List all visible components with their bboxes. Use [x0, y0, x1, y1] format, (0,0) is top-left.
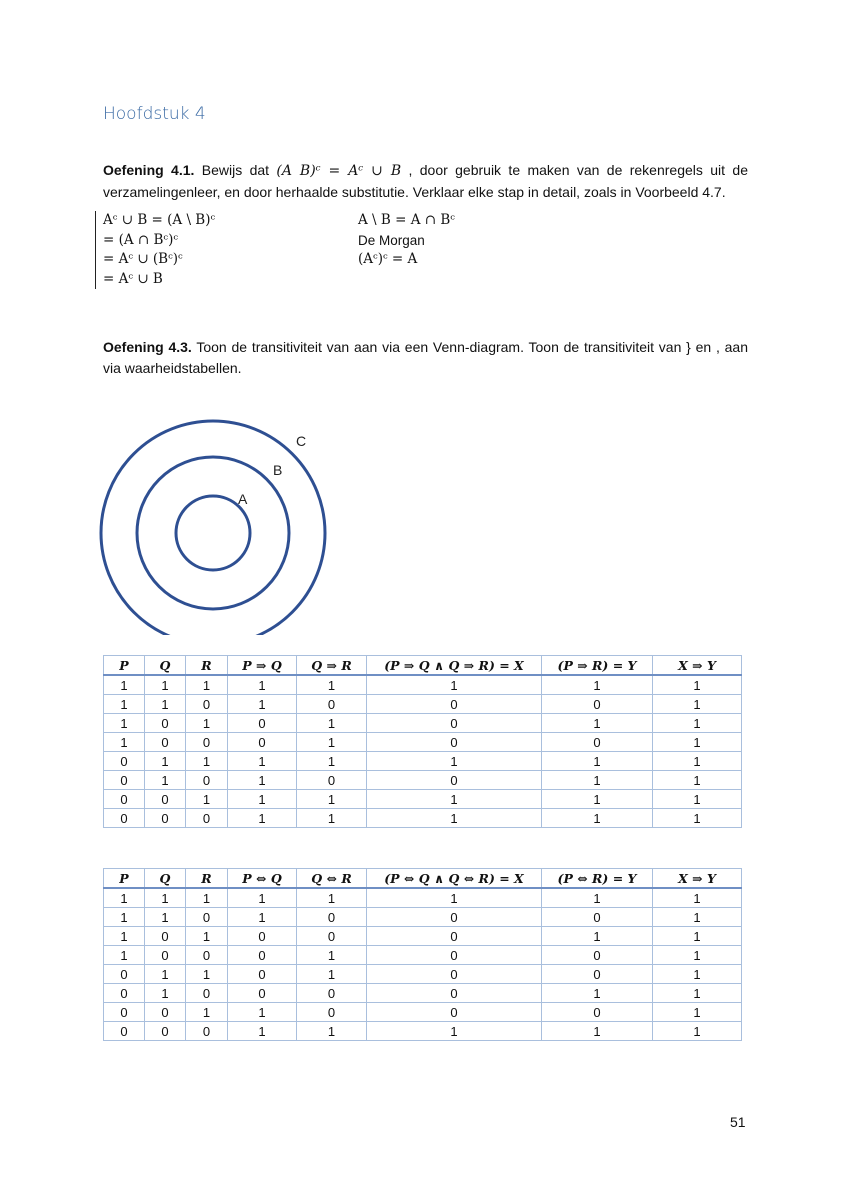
table-cell: 0 [145, 1003, 186, 1022]
table-row [104, 888, 742, 908]
table-cell: 0 [104, 984, 145, 1003]
table-cell: 1 [104, 927, 145, 946]
venn-label-c: C [296, 433, 307, 449]
table-row [104, 946, 742, 965]
column-header: (P ⇔ R) = Y [542, 869, 653, 889]
table-cell: 0 [104, 1022, 145, 1041]
table-cell: 1 [104, 908, 145, 927]
table-row [104, 1003, 742, 1022]
exercise-4-3 [103, 337, 748, 379]
table-cell: 1 [186, 752, 228, 771]
table-cell: 0 [367, 908, 542, 927]
table-cell: 0 [104, 965, 145, 984]
table-cell: 0 [228, 946, 297, 965]
table-cell: 1 [104, 695, 145, 714]
table-cell: 0 [228, 733, 297, 752]
exercise-4-1-formula: (A B)ᶜ = Aᶜ ∪ B [276, 163, 402, 179]
table-cell: 1 [297, 790, 367, 809]
exercise-4-1-text-b: , door gebruik te maken van de rekenregels uit de verzamelingenleer, en door herhaalde substitutie. Verklaar elke stap in detail, zoals in Voorbeeld 4.7. [103, 162, 748, 200]
table-cell: 1 [542, 771, 653, 790]
table-cell: 1 [186, 888, 228, 908]
proof-reason: De Morgan [358, 232, 425, 248]
table-cell: 1 [228, 1022, 297, 1041]
proof-reasons [358, 211, 455, 270]
table-cell: 1 [297, 714, 367, 733]
table-cell: 1 [186, 790, 228, 809]
table-cell: 0 [228, 927, 297, 946]
table-cell: 1 [653, 965, 742, 984]
truth-table-implication [103, 655, 742, 828]
table-cell: 1 [653, 790, 742, 809]
table-cell: 0 [186, 771, 228, 790]
table-row [104, 675, 742, 695]
table-cell: 1 [542, 1022, 653, 1041]
table-cell: 1 [653, 984, 742, 1003]
venn-circle-a [176, 496, 250, 570]
table-cell: 0 [367, 984, 542, 1003]
table-cell: 1 [542, 675, 653, 695]
table-cell: 1 [367, 888, 542, 908]
table-cell: 1 [297, 1022, 367, 1041]
table-cell: 1 [542, 790, 653, 809]
table-cell: 0 [367, 965, 542, 984]
exercise-4-3-label: Oefening 4.3. [103, 339, 192, 355]
venn-label-a: A [238, 491, 248, 507]
table-cell: 1 [653, 908, 742, 927]
table-cell: 1 [297, 675, 367, 695]
table-cell: 0 [104, 809, 145, 828]
table-cell: 0 [297, 1003, 367, 1022]
table-cell: 1 [653, 733, 742, 752]
table-cell: 1 [542, 809, 653, 828]
column-header: P ⇔ Q [228, 869, 297, 889]
table-cell: 1 [367, 809, 542, 828]
column-header: (P ⇒ R) = Y [542, 656, 653, 676]
table-cell: 0 [542, 946, 653, 965]
table-cell: 1 [653, 675, 742, 695]
table-cell: 0 [297, 984, 367, 1003]
table-cell: 1 [104, 888, 145, 908]
exercise-4-3-text: Toon de transitiviteit van aan via een Venn-diagram. Toon de transitiviteit van } en , aan via waarheidstabellen. [103, 339, 748, 376]
table-cell: 0 [186, 695, 228, 714]
table-cell: 0 [542, 733, 653, 752]
table-cell: 1 [297, 965, 367, 984]
table-cell: 1 [653, 714, 742, 733]
venn-label-b: B [273, 462, 283, 478]
table-row [104, 771, 742, 790]
table-cell: 0 [104, 790, 145, 809]
table-cell: 0 [542, 908, 653, 927]
column-header: X ⇒ Y [653, 869, 742, 889]
exercise-4-1 [103, 160, 748, 203]
table-cell: 0 [186, 984, 228, 1003]
table-cell: 1 [145, 695, 186, 714]
table-cell: 1 [186, 714, 228, 733]
table-cell: 1 [653, 946, 742, 965]
proof-steps [95, 211, 215, 289]
table-cell: 0 [145, 714, 186, 733]
proof-step: = Aᶜ ∪ (Bᶜ)ᶜ [103, 251, 183, 267]
truth-table-equivalence [103, 868, 742, 1041]
column-header: R [186, 869, 228, 889]
table-row [104, 752, 742, 771]
table-cell: 0 [542, 965, 653, 984]
table-cell: 1 [228, 809, 297, 828]
table-cell: 1 [145, 675, 186, 695]
table-cell: 0 [104, 752, 145, 771]
table-cell: 1 [297, 809, 367, 828]
table-cell: 1 [228, 888, 297, 908]
table-cell: 0 [367, 946, 542, 965]
table-cell: 1 [228, 790, 297, 809]
table-cell: 0 [104, 1003, 145, 1022]
table-cell: 1 [228, 771, 297, 790]
table-cell: 1 [104, 675, 145, 695]
table-row [104, 695, 742, 714]
table-cell: 1 [542, 984, 653, 1003]
column-header: P ⇒ Q [228, 656, 297, 676]
table-cell: 1 [542, 752, 653, 771]
exercise-4-1-text-a: Bewijs dat [194, 162, 277, 178]
column-header: P [104, 869, 145, 889]
table-cell: 1 [228, 675, 297, 695]
column-header: Q ⇒ R [297, 656, 367, 676]
page-number: 51 [730, 1114, 746, 1130]
table-cell: 0 [542, 1003, 653, 1022]
table-cell: 0 [367, 733, 542, 752]
table-header-row [104, 869, 742, 889]
table-row [104, 927, 742, 946]
table-cell: 0 [186, 809, 228, 828]
column-header: (P ⇔ Q ∧ Q ⇔ R) = X [367, 869, 542, 889]
table-cell: 1 [186, 965, 228, 984]
table-cell: 1 [542, 927, 653, 946]
chapter-heading: Hoofdstuk 4 [103, 104, 206, 124]
table-cell: 1 [653, 809, 742, 828]
table-cell: 1 [228, 752, 297, 771]
table-row [104, 809, 742, 828]
table-cell: 0 [367, 927, 542, 946]
table-cell: 1 [145, 965, 186, 984]
table-row [104, 790, 742, 809]
table-cell: 0 [297, 771, 367, 790]
table-cell: 1 [653, 771, 742, 790]
table-cell: 0 [145, 1022, 186, 1041]
table-header-row [104, 656, 742, 676]
venn-diagram [95, 415, 345, 635]
column-header: Q [145, 869, 186, 889]
table-cell: 0 [228, 714, 297, 733]
table-cell: 0 [228, 984, 297, 1003]
venn-circle-b [137, 457, 289, 609]
table-cell: 1 [653, 1003, 742, 1022]
table-row [104, 733, 742, 752]
table-cell: 1 [653, 888, 742, 908]
table-cell: 1 [653, 752, 742, 771]
table-cell: 0 [145, 733, 186, 752]
table-cell: 0 [367, 1003, 542, 1022]
column-header: (P ⇒ Q ∧ Q ⇒ R) = X [367, 656, 542, 676]
table-row [104, 984, 742, 1003]
table-cell: 1 [653, 695, 742, 714]
column-header: X ⇒ Y [653, 656, 742, 676]
proof-step: Aᶜ ∪ B = (A \ B)ᶜ [103, 212, 216, 228]
table-cell: 0 [367, 714, 542, 733]
table-row [104, 1022, 742, 1041]
table-cell: 1 [297, 888, 367, 908]
table-cell: 0 [145, 927, 186, 946]
proof-step: = (A ∩ Bᶜ)ᶜ [103, 231, 179, 248]
table-cell: 0 [297, 927, 367, 946]
table-cell: 1 [186, 1003, 228, 1022]
table-cell: 1 [367, 1022, 542, 1041]
table-cell: 1 [297, 752, 367, 771]
table-cell: 1 [542, 888, 653, 908]
table-cell: 1 [186, 675, 228, 695]
table-cell: 0 [145, 790, 186, 809]
table-cell: 1 [297, 946, 367, 965]
table-row [104, 908, 742, 927]
table-cell: 1 [186, 927, 228, 946]
table-cell: 1 [367, 752, 542, 771]
table-cell: 1 [104, 733, 145, 752]
table-cell: 1 [145, 771, 186, 790]
table-cell: 0 [104, 771, 145, 790]
table-cell: 0 [367, 695, 542, 714]
table-cell: 0 [542, 695, 653, 714]
table-cell: 1 [542, 714, 653, 733]
table-cell: 1 [145, 888, 186, 908]
table-cell: 1 [145, 984, 186, 1003]
table-cell: 0 [297, 695, 367, 714]
table-cell: 1 [228, 695, 297, 714]
column-header: R [186, 656, 228, 676]
table-cell: 0 [297, 908, 367, 927]
column-header: P [104, 656, 145, 676]
venn-circle-c [101, 421, 325, 635]
table-cell: 0 [145, 809, 186, 828]
table-cell: 1 [104, 946, 145, 965]
table-cell: 1 [104, 714, 145, 733]
table-cell: 1 [653, 927, 742, 946]
table-cell: 1 [367, 790, 542, 809]
table-cell: 0 [367, 771, 542, 790]
table-row [104, 965, 742, 984]
column-header: Q [145, 656, 186, 676]
table-cell: 0 [145, 946, 186, 965]
table-cell: 1 [367, 675, 542, 695]
table-cell: 0 [186, 946, 228, 965]
table-cell: 0 [228, 965, 297, 984]
exercise-4-1-label: Oefening 4.1. [103, 162, 195, 178]
proof-reason: A \ B = A ∩ Bᶜ [358, 212, 455, 228]
table-cell: 1 [145, 908, 186, 927]
table-cell: 1 [653, 1022, 742, 1041]
table-cell: 0 [186, 908, 228, 927]
table-cell: 1 [145, 752, 186, 771]
table-cell: 1 [297, 733, 367, 752]
proof-step: = Aᶜ ∪ B [103, 270, 163, 287]
table-row [104, 714, 742, 733]
table-cell: 0 [186, 733, 228, 752]
table-cell: 0 [186, 1022, 228, 1041]
table-cell: 1 [228, 908, 297, 927]
table-cell: 1 [228, 1003, 297, 1022]
column-header: Q ⇔ R [297, 869, 367, 889]
proof-reason: (Aᶜ)ᶜ = A [358, 251, 418, 267]
